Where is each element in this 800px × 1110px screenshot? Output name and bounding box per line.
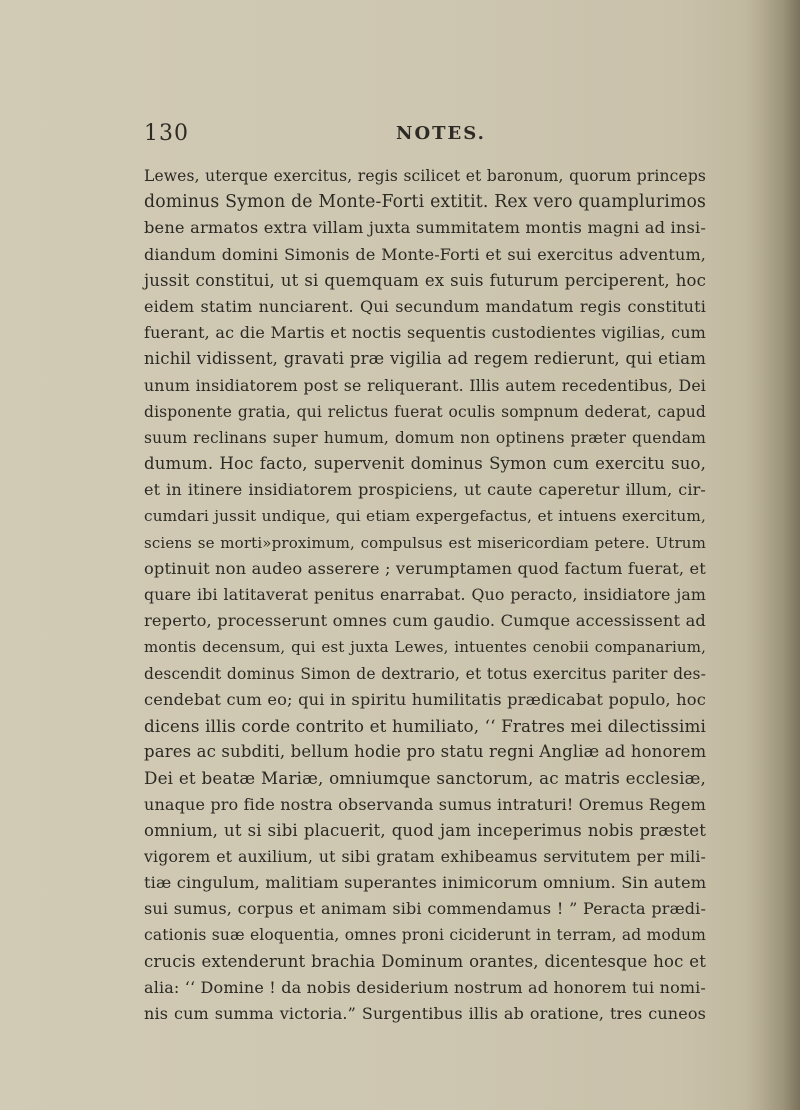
- text-line: cumdari jussit undique, qui etiam expergefactus, et intuens exercitum,: [144, 507, 706, 526]
- text-line: dominus Symon de Monte-Forti extitit. Rex vero quamplurimos: [144, 192, 706, 213]
- text-line: diandum domini Simonis de Monte-Forti et sui exercitus adventum,: [144, 244, 706, 264]
- text-line: dumum. Hoc facto, supervenit dominus Symon cum exercitu suo,: [144, 454, 706, 474]
- text-line: unaque pro fide nostra observanda sumus intraturi! Oremus Regem: [144, 794, 706, 814]
- text-line: tiæ cingulum, malitiam superantes inimicorum omnium. Sin autem: [144, 873, 707, 893]
- text-line: quare ibi latitaverat penitus enarrabat. Quo peracto, insidiatore jam: [144, 585, 706, 604]
- text-line: Dei et beatæ Mariæ, omniumque sanctorum, ac matris ecclesiæ,: [144, 768, 706, 789]
- page-number: 130: [144, 121, 189, 146]
- text-line: reperto, processerunt omnes cum gaudio. Cumque accessissent ad: [144, 611, 706, 631]
- text-line: descendit dominus Simon de dextrario, et totus exercitus pariter des-: [144, 664, 706, 683]
- text-line: nis cum summa victoria.” Surgentibus illis ab oratione, tres cuneos: [144, 1004, 706, 1023]
- text-line: fuerant, ac die Martis et noctis sequentis custodientes vigilias, cum: [144, 323, 706, 343]
- text-line: cationis suæ eloquentia, omnes proni ciciderunt in terram, ad modum: [144, 926, 706, 945]
- text-line: pares ac subditi, bellum hodie pro statu regni Angliæ ad honorem: [144, 742, 707, 762]
- text-line: alia: ‘‘ Domine ! da nobis desiderium nostrum ad honorem tui nomi-: [144, 977, 706, 997]
- text-line: dicens illis corde contrito et humiliato, ‘‘ Fratres mei dilectissimi: [144, 715, 706, 736]
- running-head: NOTES.: [396, 123, 486, 144]
- text-line: eidem statim nunciarent. Qui secundum mandatum regis constituti: [144, 296, 706, 316]
- text-line: et in itinere insidiatorem prospiciens, ut caute caperetur illum, cir-: [144, 480, 706, 500]
- text-line: optinuit non audeo asserere ; verumptamen quod factum fuerat, et: [144, 558, 706, 578]
- page-header: [144, 121, 704, 151]
- text-line: omnium, ut si sibi placuerit, quod jam inceperimus nobis præstet: [144, 820, 706, 840]
- text-line: vigorem et auxilium, ut sibi gratam exhibeamus servitutem per mili-: [144, 846, 706, 866]
- text-line: sciens se morti»proximum, compulsus est misericordiam petere. Utrum: [144, 533, 706, 552]
- text-line: jussit constitui, ut si quemquam ex suis futurum perciperent, hoc: [144, 270, 706, 290]
- text-line: suum reclinans super humum, domum non optinens præter quendam: [144, 428, 706, 447]
- text-line: Lewes, uterque exercitus, regis scilicet et baronum, quorum princeps: [144, 167, 706, 185]
- page-edge-shadow: [745, 0, 800, 1110]
- text-line: sui sumus, corpus et animam sibi commendamus ! ” Peracta prædi-: [144, 899, 706, 919]
- text-line: cendebat cum eo; qui in spiritu humilitatis prædicabat populo, hoc: [144, 689, 706, 709]
- text-line: montis decensum, qui est juxta Lewes, intuentes cenobii companarium,: [144, 638, 706, 657]
- text-line: bene armatos extra villam juxta summitatem montis magni ad insi-: [144, 218, 706, 238]
- text-line: nichil vidissent, gravati præ vigilia ad regem redierunt, qui etiam: [144, 349, 706, 369]
- text-line: disponente gratia, qui relictus fuerat oculis sompnum dederat, capud: [144, 402, 706, 421]
- text-line: crucis extenderunt brachia Dominum orantes, dicentesque hoc et: [144, 951, 706, 971]
- body-text: [144, 163, 706, 1027]
- text-line: unum insidiatorem post se reliquerant. Illis autem recedentibus, Dei: [144, 375, 706, 395]
